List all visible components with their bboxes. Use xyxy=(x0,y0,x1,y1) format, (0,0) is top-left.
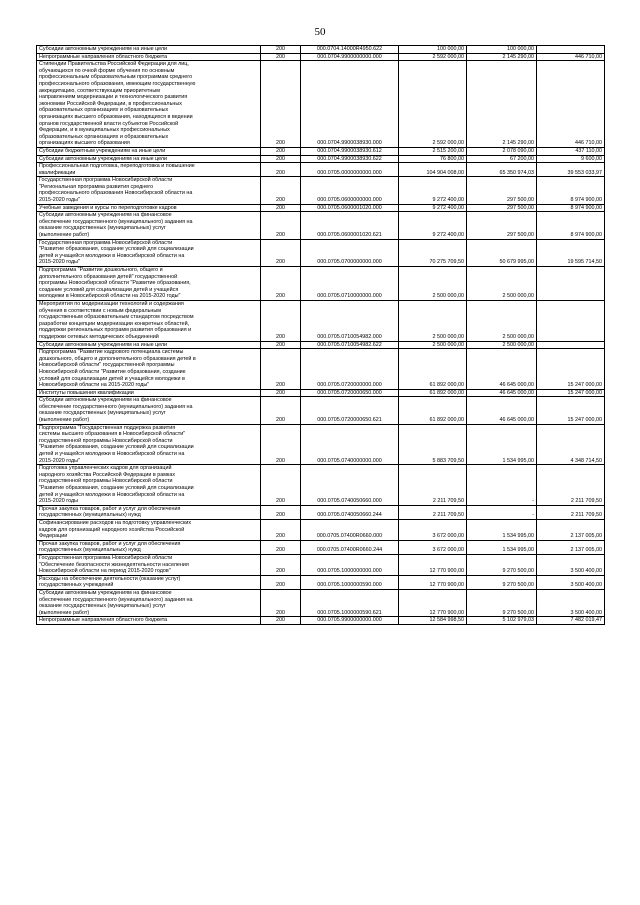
cell-name: Субсидии автономным учреждениям на иные цели xyxy=(37,155,261,163)
cell-value-2: 65 350 974,03 xyxy=(467,163,537,177)
cell-value-3: 39 553 033,97 xyxy=(537,163,605,177)
cell-value-3 xyxy=(537,341,605,349)
table-row xyxy=(37,212,605,239)
cell-value-1: 2 211 709,50 xyxy=(399,505,467,519)
cell-classification-code: 000.0705.9900000000.000 xyxy=(301,617,399,625)
cell-value-3: 15 247 000,00 xyxy=(537,349,605,390)
table-row xyxy=(37,465,605,506)
cell-value-3: 9 600,00 xyxy=(537,155,605,163)
table-row xyxy=(37,177,605,204)
cell-classification-code: 000.0705.0600000000.000 xyxy=(301,177,399,204)
cell-value-1: 5 883 709,50 xyxy=(399,424,467,465)
cell-value-2: 46 645 000,00 xyxy=(467,397,537,424)
cell-name: Стипендии Правительства Российской Федерации для лиц, обучающихся по очной форме обучения по основным профессиональным образовательным программам среднего профессионального образования, имеющим государственную аккредитацию, соответствующим приоритетным направлениям модернизации и технологического развития экономики Российской Федерации, в профессиональных образовательных организациях и образовательных организациях высшего образования, находящихся в ведении органов государственной власти субъектов Российской Федерации, и в муниципальных профессиональных образовательных организациях и образовательных организациях высшего образования xyxy=(37,61,261,148)
cell-value-2: 2 145 290,00 xyxy=(467,53,537,61)
cell-admin-code: 200 xyxy=(261,239,301,266)
cell-name: Субсидии автономным учреждениям на иные цели xyxy=(37,341,261,349)
table-row xyxy=(37,389,605,397)
cell-value-3: 15 247 000,00 xyxy=(537,389,605,397)
cell-value-3: 8 974 900,00 xyxy=(537,212,605,239)
budget-table-body xyxy=(37,46,605,625)
cell-name: Субсидии автономным учреждениям на финансовое обеспечение государственного (муниципального) задания на оказание государственных (муниципальных) услуг (выполнение работ) xyxy=(37,212,261,239)
table-row xyxy=(37,46,605,54)
table-row xyxy=(37,505,605,519)
cell-admin-code: 200 xyxy=(261,341,301,349)
cell-name: Мероприятия по модернизации технологий и содержания обучения в соответствии с новым федеральным государственным образовательным стандартом посредством разработки концепции модернизации конкретных областей, поддержки региональных программ развития образования и поддержки сетевых методических объединений xyxy=(37,300,261,341)
cell-admin-code: 200 xyxy=(261,505,301,519)
cell-value-1: 2 500 000,00 xyxy=(399,267,467,301)
cell-classification-code: 000.0705.0740050660.000 xyxy=(301,465,399,506)
table-row xyxy=(37,519,605,540)
table-row xyxy=(37,300,605,341)
cell-classification-code: 000.0704.9900038930.622 xyxy=(301,155,399,163)
cell-name: Прочая закупка товаров, работ и услуг для обеспечения государственных (муниципальных) нужд xyxy=(37,540,261,554)
cell-admin-code: 200 xyxy=(261,397,301,424)
cell-admin-code: 200 xyxy=(261,212,301,239)
page-number: 50 xyxy=(314,26,326,38)
cell-classification-code: 000.0705.1000000590.000 xyxy=(301,575,399,589)
cell-value-1: 61 892 000,00 xyxy=(399,389,467,397)
cell-value-2: 2 078 090,00 xyxy=(467,147,537,155)
cell-admin-code: 200 xyxy=(261,53,301,61)
cell-value-1: 61 892 000,00 xyxy=(399,397,467,424)
cell-value-2: - xyxy=(467,465,537,506)
cell-classification-code: 000.0704.14000R4950.622 xyxy=(301,46,399,54)
cell-value-2: 100 000,00 xyxy=(467,46,537,54)
cell-admin-code: 200 xyxy=(261,519,301,540)
cell-admin-code: 200 xyxy=(261,465,301,506)
cell-value-1: 2 211 709,50 xyxy=(399,465,467,506)
cell-name: Субсидии бюджетным учреждениям на иные цели xyxy=(37,147,261,155)
cell-name: Субсидии автономным учреждениям на иные цели xyxy=(37,46,261,54)
cell-value-2: 5 102 979,03 xyxy=(467,617,537,625)
cell-value-3: 3 500 400,00 xyxy=(537,575,605,589)
cell-classification-code: 000.0705.0710000000.000 xyxy=(301,267,399,301)
cell-value-3 xyxy=(537,300,605,341)
table-row xyxy=(37,397,605,424)
cell-value-1: 9 272 400,00 xyxy=(399,177,467,204)
cell-name: Непрограммные направления областного бюджета xyxy=(37,617,261,625)
cell-value-1: 2 500 000,00 xyxy=(399,341,467,349)
cell-value-2: 1 534 995,00 xyxy=(467,519,537,540)
cell-value-1: 2 515 200,00 xyxy=(399,147,467,155)
cell-admin-code: 200 xyxy=(261,424,301,465)
cell-value-1: 2 592 000,00 xyxy=(399,61,467,148)
cell-classification-code: 000.0705.1000000000.000 xyxy=(301,554,399,575)
cell-value-3: 4 348 714,50 xyxy=(537,424,605,465)
cell-name: Субсидии автономным учреждениям на финансовое обеспечение государственного (муниципального) задания на оказание государственных (муниципальных) услуг (выполнение работ) xyxy=(37,397,261,424)
cell-value-3 xyxy=(537,267,605,301)
cell-value-3 xyxy=(537,46,605,54)
cell-name: Профессиональная подготовка, переподготовка и повышение квалификации xyxy=(37,163,261,177)
cell-value-3: 437 110,00 xyxy=(537,147,605,155)
cell-name: Подготовка управленческих кадров для организаций народного хозяйства Российской Федерации в рамках государственной программы Новосибирской области "Развитие образования, создание условий для социализации детей и учащейся молодежи в Новосибирской области на 2015-2020 годы xyxy=(37,465,261,506)
cell-classification-code: 000.0705.0700000000.000 xyxy=(301,239,399,266)
table-row xyxy=(37,589,605,616)
cell-admin-code: 200 xyxy=(261,267,301,301)
cell-value-3: 8 974 900,00 xyxy=(537,204,605,212)
cell-value-2: 2 500 000,00 xyxy=(467,300,537,341)
cell-value-1: 9 272 400,00 xyxy=(399,212,467,239)
cell-value-1: 70 275 709,50 xyxy=(399,239,467,266)
cell-admin-code: 200 xyxy=(261,554,301,575)
table-row xyxy=(37,61,605,148)
table-row xyxy=(37,53,605,61)
table-row xyxy=(37,267,605,301)
cell-admin-code: 200 xyxy=(261,46,301,54)
cell-classification-code: 000.0704.9900038930.000 xyxy=(301,61,399,148)
cell-value-3: 3 500 400,00 xyxy=(537,589,605,616)
cell-admin-code: 200 xyxy=(261,300,301,341)
cell-value-2: 297 500,00 xyxy=(467,212,537,239)
cell-value-2: 2 500 000,00 xyxy=(467,267,537,301)
table-row xyxy=(37,349,605,390)
cell-value-3: 2 211 709,50 xyxy=(537,505,605,519)
cell-name: Государственная программа Новосибирской области "Обеспечение безопасности жизнедеятельности населения Новосибирской области на период 2015-2020 годов" xyxy=(37,554,261,575)
cell-name: Подпрограмма "Развитие кадрового потенциала системы дошкольного, общего и дополнительного образования детей в Новосибирской области" государственной программы Новосибирской области "Развитие образования, создание условий для социализации детей и учащейся молодежи в Новосибирской области на 2015-2020 годы" xyxy=(37,349,261,390)
cell-value-3: 2 137 005,00 xyxy=(537,540,605,554)
cell-value-3: 19 595 714,50 xyxy=(537,239,605,266)
cell-classification-code: 000.0705.0000000000.000 xyxy=(301,163,399,177)
cell-value-1: 12 584 998,50 xyxy=(399,617,467,625)
table-row xyxy=(37,424,605,465)
table-row xyxy=(37,204,605,212)
cell-value-2: 9 270 500,00 xyxy=(467,575,537,589)
cell-classification-code: 000.0705.0740050660.244 xyxy=(301,505,399,519)
cell-value-3: 2 137 005,00 xyxy=(537,519,605,540)
cell-name: Государственная программа Новосибирской области "Региональная программа развития среднего профессионального образования Новосибирской области на 2015-2020 годы" xyxy=(37,177,261,204)
table-row xyxy=(37,575,605,589)
cell-value-1: 12 770 900,00 xyxy=(399,575,467,589)
cell-value-1: 76 800,00 xyxy=(399,155,467,163)
cell-value-2: 297 500,00 xyxy=(467,204,537,212)
cell-name: Государственная программа Новосибирской области "Развитие образования, создание условий для социализации детей и учащейся молодежи в Новосибирской области на 2015-2020 годы" xyxy=(37,239,261,266)
cell-classification-code: 000.0705.07400R0660.000 xyxy=(301,519,399,540)
cell-admin-code: 200 xyxy=(261,61,301,148)
cell-value-1: 100 000,00 xyxy=(399,46,467,54)
cell-value-1: 2 500 000,00 xyxy=(399,300,467,341)
cell-admin-code: 200 xyxy=(261,617,301,625)
cell-value-2: 46 645 000,00 xyxy=(467,349,537,390)
cell-classification-code: 000.0705.0720000650.621 xyxy=(301,397,399,424)
cell-value-2: 2 500 000,00 xyxy=(467,341,537,349)
cell-admin-code: 200 xyxy=(261,204,301,212)
table-row xyxy=(37,554,605,575)
cell-admin-code: 200 xyxy=(261,155,301,163)
cell-value-1: 61 892 000,00 xyxy=(399,349,467,390)
table-row xyxy=(37,617,605,625)
cell-value-2: 1 534 995,00 xyxy=(467,424,537,465)
cell-name: Подпрограмма "Развитие дошкольного, общего и дополнительного образования детей" государственной программы Новосибирской области "Развитие образования, создание условий для социализации детей и учащейся молодежи в Новосибирской области на 2015-2020 годы" xyxy=(37,267,261,301)
cell-value-3: 7 482 019,47 xyxy=(537,617,605,625)
cell-admin-code: 200 xyxy=(261,589,301,616)
cell-value-2: 9 270 500,00 xyxy=(467,589,537,616)
cell-classification-code: 000.0705.1000000590.621 xyxy=(301,589,399,616)
table-row xyxy=(37,540,605,554)
cell-name: Софинансирование расходов на подготовку управленческих кадров для организаций народного хозяйства Российской Федерации xyxy=(37,519,261,540)
budget-table xyxy=(36,45,605,625)
cell-name: Прочая закупка товаров, работ и услуг для обеспечения государственных (муниципальных) нужд xyxy=(37,505,261,519)
table-row xyxy=(37,341,605,349)
cell-admin-code: 200 xyxy=(261,389,301,397)
cell-name: Непрограммные направления областного бюджета xyxy=(37,53,261,61)
cell-classification-code: 000.0705.0720000000.000 xyxy=(301,349,399,390)
cell-value-3: 446 710,00 xyxy=(537,61,605,148)
cell-value-3: 15 247 000,00 xyxy=(537,397,605,424)
cell-admin-code: 200 xyxy=(261,540,301,554)
cell-classification-code: 000.0705.0740000000.000 xyxy=(301,424,399,465)
cell-value-2: 2 145 290,00 xyxy=(467,61,537,148)
cell-value-2: 9 270 500,00 xyxy=(467,554,537,575)
cell-value-3: 8 974 900,00 xyxy=(537,177,605,204)
cell-name: Институты повышения квалификации xyxy=(37,389,261,397)
cell-classification-code: 000.0705.0720000650.000 xyxy=(301,389,399,397)
cell-name: Подпрограмма "Государственная поддержка развития системы высшего образования в Новосибирской области" государственной программы Новосибирской области "Развитие образования, создание условий для социализации детей и учащейся молодежи в Новосибирской области на 2015-2020 годы" xyxy=(37,424,261,465)
cell-classification-code: 000.0705.0600001020.000 xyxy=(301,204,399,212)
cell-admin-code: 200 xyxy=(261,177,301,204)
table-row xyxy=(37,155,605,163)
cell-value-3: 3 500 400,00 xyxy=(537,554,605,575)
cell-admin-code: 200 xyxy=(261,575,301,589)
cell-name: Учебные заведения и курсы по переподготовке кадров xyxy=(37,204,261,212)
cell-value-2: 297 500,00 xyxy=(467,177,537,204)
cell-name: Субсидии автономным учреждениям на финансовое обеспечение государственного (муниципального) задания на оказание государственных (муниципальных) услуг (выполнение работ) xyxy=(37,589,261,616)
cell-classification-code: 000.0705.0710054982.622 xyxy=(301,341,399,349)
table-row xyxy=(37,163,605,177)
cell-value-1: 3 672 000,00 xyxy=(399,540,467,554)
cell-admin-code: 200 xyxy=(261,147,301,155)
cell-admin-code: 200 xyxy=(261,163,301,177)
cell-value-3: 446 710,00 xyxy=(537,53,605,61)
cell-value-1: 12 770 900,00 xyxy=(399,589,467,616)
cell-value-2: - xyxy=(467,505,537,519)
cell-name: Расходы на обеспечение деятельности (оказание услуг) государственных учреждений xyxy=(37,575,261,589)
cell-value-1: 104 904 008,00 xyxy=(399,163,467,177)
table-row xyxy=(37,239,605,266)
cell-value-2: 46 645 000,00 xyxy=(467,389,537,397)
cell-value-1: 9 272 400,00 xyxy=(399,204,467,212)
cell-value-1: 3 672 000,00 xyxy=(399,519,467,540)
cell-value-1: 2 592 000,00 xyxy=(399,53,467,61)
cell-classification-code: 000.0704.9900000000.000 xyxy=(301,53,399,61)
cell-classification-code: 000.0705.0710054982.000 xyxy=(301,300,399,341)
cell-value-3: 2 211 709,50 xyxy=(537,465,605,506)
cell-classification-code: 000.0704.9900038930.612 xyxy=(301,147,399,155)
cell-value-2: 1 534 995,00 xyxy=(467,540,537,554)
cell-value-2: 50 679 995,00 xyxy=(467,239,537,266)
cell-value-1: 12 770 900,00 xyxy=(399,554,467,575)
cell-classification-code: 000.0705.07400R0660.244 xyxy=(301,540,399,554)
cell-admin-code: 200 xyxy=(261,349,301,390)
cell-value-2: 67 200,00 xyxy=(467,155,537,163)
table-row xyxy=(37,147,605,155)
cell-classification-code: 000.0705.0600001020.621 xyxy=(301,212,399,239)
